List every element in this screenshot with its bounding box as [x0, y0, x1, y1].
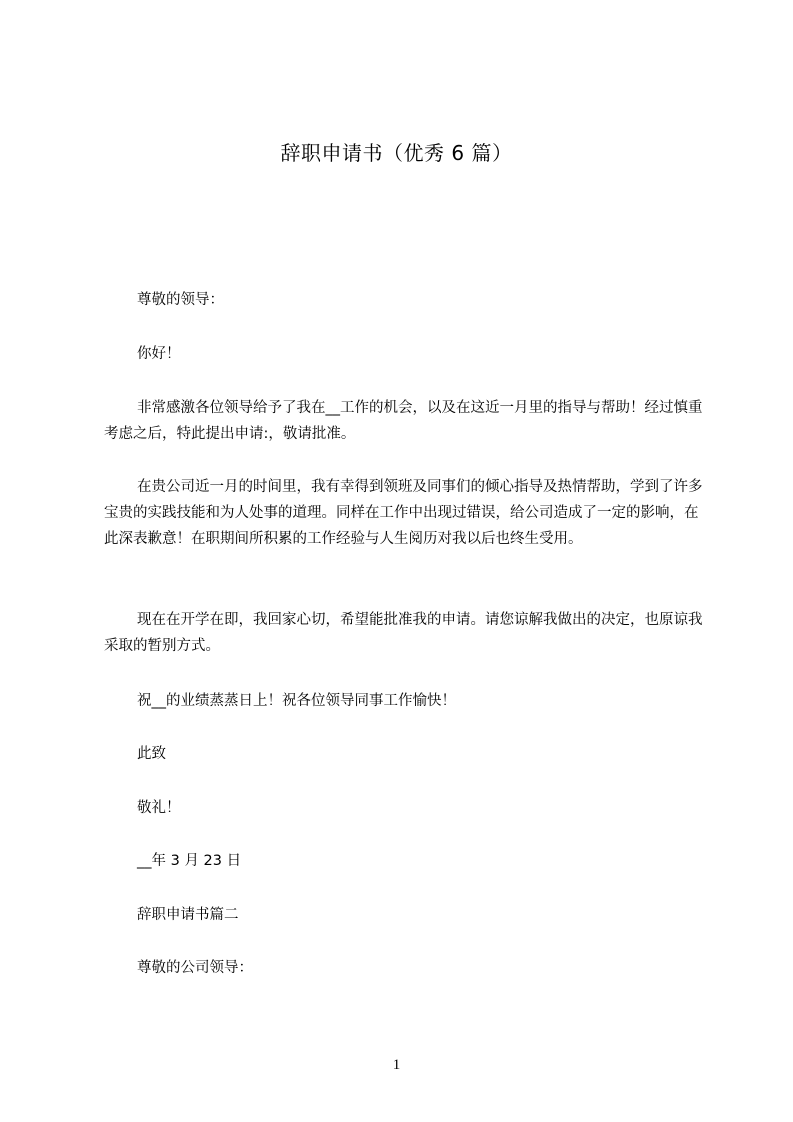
section-heading-2: 辞职申请书篇二 — [137, 907, 239, 923]
date-line: __年 3 月 23 日 — [137, 853, 242, 869]
page-number: 1 — [392, 1057, 401, 1073]
paragraph-thanks: 非常感激各位领导给予了我在__工作的机会，以及在这近一月里的指导与帮助！经过慎重考虑之后，特此提出申请:，敬请批准。 — [104, 400, 703, 442]
greeting: 你好！ — [137, 346, 181, 362]
paragraph-request: 现在在开学在即，我回家心切，希望能批准我的申请。请您谅解我做出的决定，也原谅我采取的暂别方式。 — [104, 612, 703, 654]
document-title: 辞职申请书（优秀 6 篇） — [280, 141, 513, 165]
salutation: 尊敬的领导： — [137, 292, 224, 308]
closing-line: 此致 — [137, 746, 166, 762]
salutation-2: 尊敬的公司领导： — [137, 960, 253, 976]
paragraph-wishes: 祝__的业绩蒸蒸日上！祝各位领导同事工作愉快！ — [137, 693, 456, 709]
paragraph-experience: 在贵公司近一月的时间里，我有幸得到领班及同事们的倾心指导及热情帮助，学到了许多宝贵的实践技能和为人处事的道理。同样在工作中出现过错误，给公司造成了一定的影响，在此深表歉意！在职期间所积累的工作经验与人生阅历对我以后也终生受用。 — [104, 479, 703, 547]
closing-salute: 敬礼！ — [137, 800, 181, 816]
